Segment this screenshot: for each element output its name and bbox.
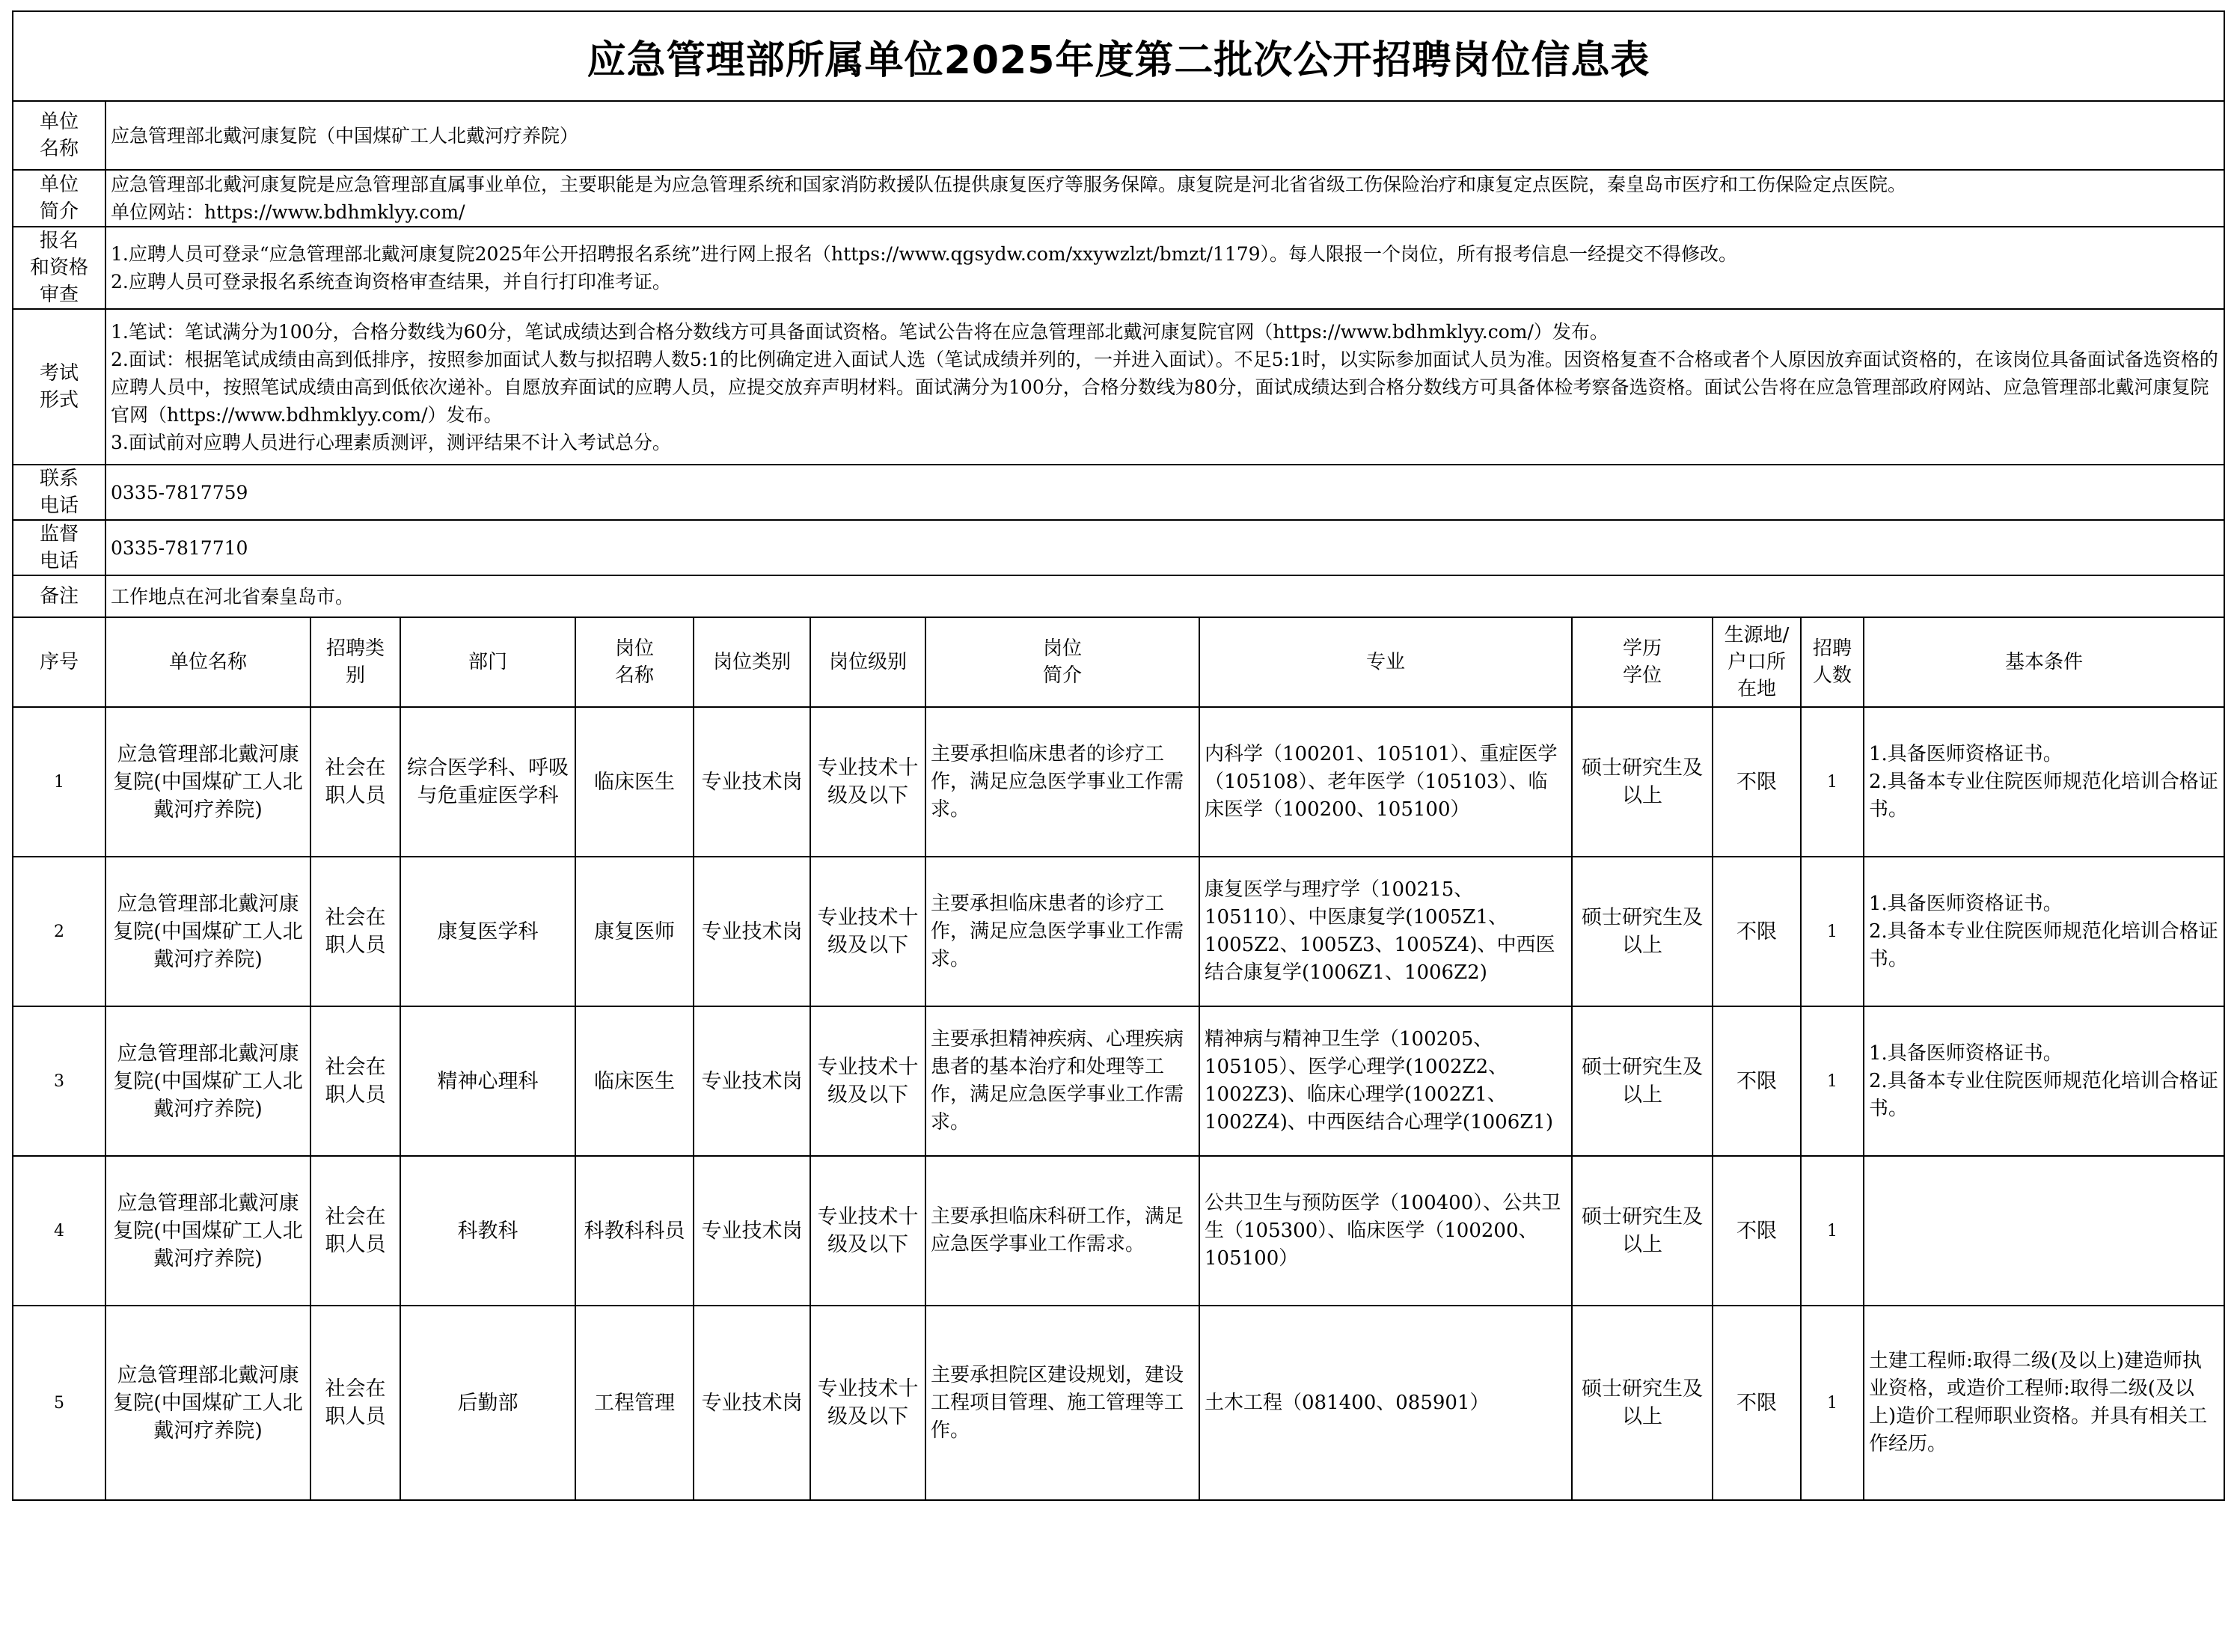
post-intro-cell: 主要承担临床患者的诊疗工作，满足应急医学事业工作需求。 — [925, 857, 1199, 1006]
department-cell: 精神心理科 — [400, 1006, 575, 1156]
post-category-cell: 专业技术岗 — [694, 1156, 810, 1306]
unit-name-cell: 应急管理部北戴河康复院(中国煤矿工人北戴河疗养院) — [105, 1306, 310, 1500]
info-value — [105, 101, 2224, 170]
info-line: 单位网站：https://www.bdhmklyy.com/ — [111, 201, 465, 223]
info-label: 报名 和资格 审查 — [13, 227, 105, 309]
requirements-cell — [1864, 1306, 2224, 1500]
unit-name-cell: 应急管理部北戴河康复院(中国煤矿工人北戴河疗养院) — [105, 857, 310, 1006]
recruit-type-cell: 社会在职人员 — [310, 857, 400, 1006]
post-name-cell: 临床医生 — [575, 707, 694, 857]
major-cell: 土木工程（081400、085901） — [1199, 1306, 1572, 1500]
info-line: 1.应聘人员可登录“应急管理部北戴河康复院2025年公开招聘报名系统”进行网上报名（https://www.qgsydw.com/xxywzlzt/bmzt/1179）。每人限报一个岗位，所有报考信息一经提交不得修改。 — [111, 243, 1738, 265]
info-value — [105, 520, 2224, 575]
unit-name-cell: 应急管理部北戴河康复院(中国煤矿工人北戴河疗养院) — [105, 1156, 310, 1306]
origin-cell: 不限 — [1713, 1306, 1801, 1500]
info-label: 监督 电话 — [13, 520, 105, 575]
unit-name-cell: 应急管理部北戴河康复院(中国煤矿工人北戴河疗养院) — [105, 1006, 310, 1156]
info-line: 应急管理部北戴河康复院（中国煤矿工人北戴河疗养院） — [111, 124, 579, 147]
column-header: 部门 — [400, 617, 575, 707]
info-label: 考试 形式 — [13, 309, 105, 465]
recruit-type-cell: 社会在职人员 — [310, 1156, 400, 1306]
origin-cell: 不限 — [1713, 1156, 1801, 1306]
major-cell: 内科学（100201、105101）、重症医学（105108）、老年医学（105103）、临床医学（100200、105100） — [1199, 707, 1572, 857]
info-label: 联系 电话 — [13, 465, 105, 520]
requirement-line: 1.具备医师资格证书。 — [1869, 1041, 2063, 1065]
info-value — [105, 227, 2224, 309]
post-category-cell: 专业技术岗 — [694, 707, 810, 857]
info-row-unit-intro — [13, 170, 2224, 227]
department-cell: 康复医学科 — [400, 857, 575, 1006]
headcount-cell: 1 — [1801, 1156, 1864, 1306]
position-row — [13, 707, 2224, 857]
info-row-registration — [13, 227, 2224, 309]
info-row-remarks — [13, 575, 2224, 617]
position-row — [13, 1006, 2224, 1156]
info-label: 单位 简介 — [13, 170, 105, 227]
department-cell: 综合医学科、呼吸与危重症医学科 — [400, 707, 575, 857]
origin-cell: 不限 — [1713, 707, 1801, 857]
post-intro-cell: 主要承担临床患者的诊疗工作，满足应急医学事业工作需求。 — [925, 707, 1199, 857]
major-cell: 康复医学与理疗学（100215、105110）、中医康复学(1005Z1、1005Z2、1005Z3、1005Z4)、中西医结合康复学(1006Z1、1006Z2) — [1199, 857, 1572, 1006]
post-intro-cell: 主要承担院区建设规划，建设工程项目管理、施工管理等工作。 — [925, 1306, 1199, 1500]
position-no: 2 — [13, 857, 105, 1006]
headcount-cell: 1 — [1801, 707, 1864, 857]
unit-name-cell: 应急管理部北戴河康复院(中国煤矿工人北戴河疗养院) — [105, 707, 310, 857]
info-line: 工作地点在河北省秦皇岛市。 — [111, 585, 355, 608]
headcount-cell: 1 — [1801, 1306, 1864, 1500]
info-row-unit-name — [13, 101, 2224, 170]
recruit-type-cell: 社会在职人员 — [310, 707, 400, 857]
column-header: 序号 — [13, 617, 105, 707]
requirement-line: 2.具备本专业住院医师规范化培训合格证书。 — [1869, 920, 2218, 970]
department-cell: 科教科 — [400, 1156, 575, 1306]
education-cell: 硕士研究生及以上 — [1572, 857, 1713, 1006]
requirements-cell — [1864, 1006, 2224, 1156]
info-value — [105, 309, 2224, 465]
post-name-cell: 科教科科员 — [575, 1156, 694, 1306]
post-category-cell: 专业技术岗 — [694, 1306, 810, 1500]
post-name-cell: 工程管理 — [575, 1306, 694, 1500]
column-header: 岗位 简介 — [925, 617, 1199, 707]
column-header: 岗位类别 — [694, 617, 810, 707]
column-header: 招聘类 别 — [310, 617, 400, 707]
info-value — [105, 465, 2224, 520]
info-line: 1.笔试：笔试满分为100分，合格分数线为60分，笔试成绩达到合格分数线方可具备面试资格。笔试公告将在应急管理部北戴河康复院官网（https://www.bdhmklyy.com/）发布。 — [111, 320, 1609, 343]
column-header: 单位名称 — [105, 617, 310, 707]
post-level-cell: 专业技术十级及以下 — [810, 1006, 925, 1156]
requirement-line: 2.具备本专业住院医师规范化培训合格证书。 — [1869, 770, 2218, 821]
recruitment-table — [12, 10, 2225, 1501]
info-label: 单位 名称 — [13, 101, 105, 170]
column-header: 专业 — [1199, 617, 1572, 707]
info-row-supervision-phone — [13, 520, 2224, 575]
info-row-exam-format — [13, 309, 2224, 465]
info-label: 备注 — [13, 575, 105, 617]
post-name-cell: 康复医师 — [575, 857, 694, 1006]
position-no: 1 — [13, 707, 105, 857]
position-no: 4 — [13, 1156, 105, 1306]
column-header: 学历 学位 — [1572, 617, 1713, 707]
department-cell: 后勤部 — [400, 1306, 575, 1500]
post-category-cell: 专业技术岗 — [694, 857, 810, 1006]
requirement-line: 1.具备医师资格证书。 — [1869, 892, 2063, 915]
post-intro-cell: 主要承担临床科研工作，满足应急医学事业工作需求。 — [925, 1156, 1199, 1306]
position-row — [13, 857, 2224, 1006]
info-line: 2.面试：根据笔试成绩由高到低排序，按照参加面试人数与拟招聘人数5:1的比例确定进入面试人选（笔试成绩并列的，一并进入面试）。不足5:1时，以实际参加面试人员为准。因资格复查不合格或者个人原因放弃面试资格的，在该岗位具备面试备选资格的应聘人员中，按照笔试成绩由高到低依次递补。自愿放弃面试的应聘人员，应提交放弃声明材料。面试满分为100分，合格分数线为80分，面试成绩达到合格分数线方可具备体检考察备选资格。面试公告将在应急管理部政府网站、应急管理部北戴河康复院官网（https://www.bdhmklyy.com/）发布。 — [111, 348, 2218, 426]
post-level-cell: 专业技术十级及以下 — [810, 1306, 925, 1500]
origin-cell: 不限 — [1713, 857, 1801, 1006]
info-line: 0335-7817759 — [111, 481, 248, 504]
position-row — [13, 1306, 2224, 1500]
requirement-line: 土建工程师:取得二级(及以上)建造师执业资格，或造价工程师:取得二级(及以上)造价工程师职业资格。并具有相关工作经历。 — [1869, 1350, 2208, 1455]
column-header: 岗位级别 — [810, 617, 925, 707]
requirement-line: 2.具备本专业住院医师规范化培训合格证书。 — [1869, 1069, 2218, 1120]
requirements-cell — [1864, 857, 2224, 1006]
info-value — [105, 575, 2224, 617]
origin-cell: 不限 — [1713, 1006, 1801, 1156]
requirement-line: 1.具备医师资格证书。 — [1869, 742, 2063, 765]
recruit-type-cell: 社会在职人员 — [310, 1306, 400, 1500]
education-cell: 硕士研究生及以上 — [1572, 1006, 1713, 1156]
column-header-row — [13, 617, 2224, 707]
title-row — [13, 11, 2224, 101]
column-header: 基本条件 — [1864, 617, 2224, 707]
column-header: 生源地/ 户口所 在地 — [1713, 617, 1801, 707]
info-line: 应急管理部北戴河康复院是应急管理部直属事业单位，主要职能是为应急管理系统和国家消防救援队伍提供康复医疗等服务保障。康复院是河北省省级工伤保险治疗和康复定点医院，秦皇岛市医疗和工伤保险定点医院。 — [111, 174, 1907, 195]
headcount-cell: 1 — [1801, 857, 1864, 1006]
post-level-cell: 专业技术十级及以下 — [810, 1156, 925, 1306]
education-cell: 硕士研究生及以上 — [1572, 1306, 1713, 1500]
education-cell: 硕士研究生及以上 — [1572, 707, 1713, 857]
post-level-cell: 专业技术十级及以下 — [810, 857, 925, 1006]
education-cell: 硕士研究生及以上 — [1572, 1156, 1713, 1306]
recruit-type-cell: 社会在职人员 — [310, 1006, 400, 1156]
page-title: 应急管理部所属单位2025年度第二批次公开招聘岗位信息表 — [13, 11, 2224, 101]
post-category-cell: 专业技术岗 — [694, 1006, 810, 1156]
requirements-cell — [1864, 707, 2224, 857]
column-header: 招聘 人数 — [1801, 617, 1864, 707]
position-no: 5 — [13, 1306, 105, 1500]
post-level-cell: 专业技术十级及以下 — [810, 707, 925, 857]
column-header: 岗位 名称 — [575, 617, 694, 707]
info-line: 3.面试前对应聘人员进行心理素质测评，测评结果不计入考试总分。 — [111, 431, 671, 453]
info-line: 2.应聘人员可登录报名系统查询资格审查结果，并自行打印准考证。 — [111, 271, 671, 293]
requirements-cell — [1864, 1156, 2224, 1306]
info-value — [105, 170, 2224, 227]
headcount-cell: 1 — [1801, 1006, 1864, 1156]
position-no: 3 — [13, 1006, 105, 1156]
post-intro-cell: 主要承担精神疾病、心理疾病患者的基本治疗和处理等工作，满足应急医学事业工作需求。 — [925, 1006, 1199, 1156]
post-name-cell: 临床医生 — [575, 1006, 694, 1156]
info-line: 0335-7817710 — [111, 536, 248, 559]
position-row — [13, 1156, 2224, 1306]
major-cell: 精神病与精神卫生学（100205、105105）、医学心理学(1002Z2、1002Z3)、临床心理学(1002Z1、1002Z4)、中西医结合心理学(1006Z1) — [1199, 1006, 1572, 1156]
major-cell: 公共卫生与预防医学（100400）、公共卫生（105300）、临床医学（100200、105100） — [1199, 1156, 1572, 1306]
info-row-contact-phone — [13, 465, 2224, 520]
